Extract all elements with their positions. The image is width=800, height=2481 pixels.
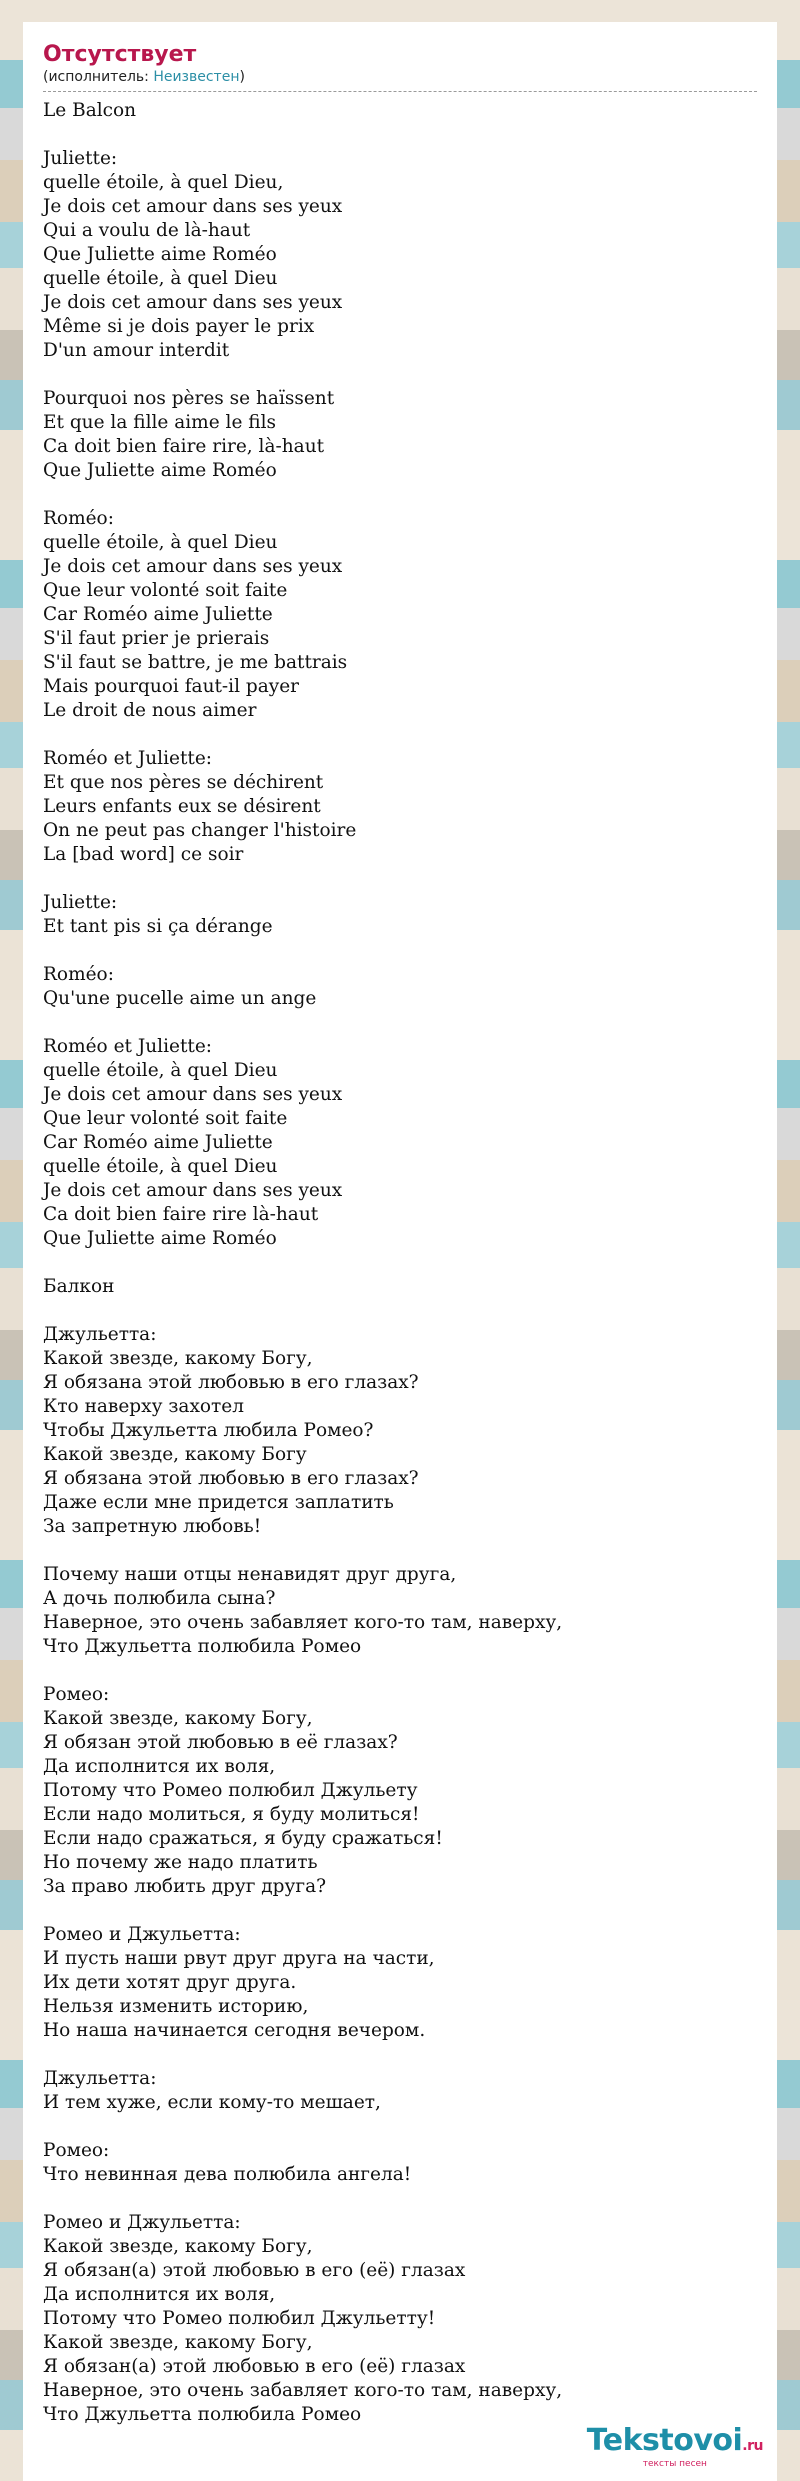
lyric-line: quelle étoile, à quel Dieu xyxy=(43,268,278,289)
lyric-line: Le droit de nous aimer xyxy=(43,700,257,721)
lyric-line: Qu'une pucelle aime un ange xyxy=(43,988,317,1009)
lyric-line: Ромео и Джульетта: xyxy=(43,2212,241,2233)
artist-suffix: ) xyxy=(239,69,245,85)
lyric-line: Qui a voulu de là-haut xyxy=(43,220,251,241)
lyric-line: Джульетта: xyxy=(43,1324,157,1345)
lyric-line: А дочь полюбила сына? xyxy=(43,1588,276,1609)
artist-prefix: (исполнитель: xyxy=(43,69,154,85)
lyric-line xyxy=(43,939,757,963)
lyric-line: Что невинная дева полюбила ангела! xyxy=(43,2164,412,2185)
lyric-line: Je dois cet amour dans ses yeux xyxy=(43,556,343,577)
lyric-line: Я обязана этой любовью в его глазах? xyxy=(43,1372,419,1393)
lyric-line: Que Juliette aime Roméo xyxy=(43,460,277,481)
lyric-line xyxy=(43,2187,757,2211)
lyric-line: Que leur volonté soit faite xyxy=(43,1108,288,1129)
lyric-line xyxy=(43,2043,757,2067)
lyric-line: La [bad word] ce soir xyxy=(43,844,244,865)
lyric-line: Que Juliette aime Roméo xyxy=(43,244,277,265)
lyric-line: S'il faut se battre, je me battrais xyxy=(43,652,348,673)
lyric-line: Потому что Ромео полюбил Джульету xyxy=(43,1780,418,1801)
lyric-line: Le Balcon xyxy=(43,100,137,121)
lyric-line: Даже если мне придется заплатить xyxy=(43,1492,394,1513)
lyric-line: Que Juliette aime Roméo xyxy=(43,1228,277,1249)
lyric-line: Ромео: xyxy=(43,1684,110,1705)
lyric-line: Car Roméo aime Juliette xyxy=(43,1132,273,1153)
lyric-line: Если надо молиться, я буду молиться! xyxy=(43,1804,420,1825)
lyric-line: Я обязан(а) этой любовью в его (её) глазах xyxy=(43,2260,466,2281)
lyric-line: Mais pourquoi faut-il payer xyxy=(43,676,300,697)
lyric-line: Roméo et Juliette: xyxy=(43,748,213,769)
lyric-line: Juliette: xyxy=(43,892,118,913)
lyric-line: Что Джульетта полюбила Ромео xyxy=(43,1636,362,1657)
lyric-line: Juliette: xyxy=(43,148,118,169)
lyric-line: Roméo: xyxy=(43,964,114,985)
lyric-line: Какой звезде, какому Богу, xyxy=(43,1348,313,1369)
lyric-line: Ромео: xyxy=(43,2140,110,2161)
lyric-line: Но наша начинается сегодня вечером. xyxy=(43,2020,426,2041)
lyric-line: Leurs enfants eux se désirent xyxy=(43,796,321,817)
lyric-line: Je dois cet amour dans ses yeux xyxy=(43,196,343,217)
lyric-line: Car Roméo aime Juliette xyxy=(43,604,273,625)
lyric-line xyxy=(43,363,757,387)
lyrics-text xyxy=(43,99,757,2427)
lyric-line: Какой звезде, какому Богу, xyxy=(43,2332,313,2353)
lyric-line: Да исполнится их воля, xyxy=(43,2284,276,2305)
lyric-line: quelle étoile, à quel Dieu xyxy=(43,1156,278,1177)
lyric-line: Какой звезде, какому Богу xyxy=(43,1444,307,1465)
artist-link[interactable]: Неизвестен xyxy=(153,69,240,85)
lyric-line: Je dois cet amour dans ses yeux xyxy=(43,292,343,313)
lyric-line: Джульетта: xyxy=(43,2068,157,2089)
lyric-line: Même si je dois payer le prix xyxy=(43,316,315,337)
lyric-line: Я обязана этой любовью в его глазах? xyxy=(43,1468,419,1489)
lyric-line: quelle étoile, à quel Dieu, xyxy=(43,172,284,193)
lyric-line xyxy=(43,2115,757,2139)
lyric-line: Ca doit bien faire rire, là-haut xyxy=(43,436,325,457)
lyric-line: Я обязан(а) этой любовью в его (её) глазах xyxy=(43,2356,466,2377)
lyrics-card xyxy=(23,22,777,2481)
lyric-line: Балкон xyxy=(43,1276,115,1297)
lyric-line: Que leur volonté soit faite xyxy=(43,580,288,601)
lyric-line: Чтобы Джульетта любила Ромео? xyxy=(43,1420,374,1441)
lyric-line: Et tant pis si ça dérange xyxy=(43,916,273,937)
lyric-line xyxy=(43,1011,757,1035)
lyric-line: S'il faut prier je prierais xyxy=(43,628,270,649)
lyric-line: Et que nos pères se déchirent xyxy=(43,772,324,793)
lyric-line: За право любить друг друга? xyxy=(43,1876,327,1897)
lyric-line: Потому что Ромео полюбил Джульетту! xyxy=(43,2308,436,2329)
lyric-line: On ne peut pas changer l'histoire xyxy=(43,820,357,841)
lyric-line: Je dois cet amour dans ses yeux xyxy=(43,1180,343,1201)
logo-tagline: тексты песен xyxy=(642,2459,707,2469)
lyric-line xyxy=(43,723,757,747)
lyric-line: Но почему же надо платить xyxy=(43,1852,318,1873)
lyric-line: Какой звезде, какому Богу, xyxy=(43,2236,313,2257)
lyric-line xyxy=(43,1659,757,1683)
logo-tld: .ru xyxy=(742,2438,763,2454)
lyric-line xyxy=(43,123,757,147)
lyric-line: Наверное, это очень забавляет кого-то там, наверху, xyxy=(43,2380,563,2401)
lyric-line: За запретную любовь! xyxy=(43,1516,262,1537)
lyric-line: Roméo et Juliette: xyxy=(43,1036,213,1057)
lyric-line xyxy=(43,483,757,507)
lyric-line: Et que la fille aime le fils xyxy=(43,412,277,433)
site-logo[interactable] xyxy=(587,2425,763,2469)
logo-name: Tekstovoi xyxy=(586,2423,743,2458)
lyric-line: Если надо сражаться, я буду сражаться! xyxy=(43,1828,443,1849)
lyric-line xyxy=(43,1539,757,1563)
lyric-line: Je dois cet amour dans ses yeux xyxy=(43,1084,343,1105)
lyric-line: Roméo: xyxy=(43,508,114,529)
lyric-line: D'un amour interdit xyxy=(43,340,230,361)
lyric-line xyxy=(43,867,757,891)
lyric-line: Их дети хотят друг друга. xyxy=(43,1972,297,1993)
lyric-line: И пусть наши рвут друг друга на части, xyxy=(43,1948,435,1969)
lyric-line: Нельзя изменить историю, xyxy=(43,1996,309,2017)
lyric-line: Ca doit bien faire rire là-haut xyxy=(43,1204,319,1225)
lyric-line: quelle étoile, à quel Dieu xyxy=(43,1060,278,1081)
lyric-line: Что Джульетта полюбила Ромео xyxy=(43,2404,362,2425)
artist-line xyxy=(43,68,757,92)
lyric-line xyxy=(43,1899,757,1923)
lyric-line: quelle étoile, à quel Dieu xyxy=(43,532,278,553)
lyric-line: Какой звезде, какому Богу, xyxy=(43,1708,313,1729)
lyric-line: Я обязан этой любовью в её глазах? xyxy=(43,1732,398,1753)
lyric-line: Почему наши отцы ненавидят друг друга, xyxy=(43,1564,457,1585)
lyric-line: И тем хуже, если кому-то мешает, xyxy=(43,2092,381,2113)
lyric-line xyxy=(43,1251,757,1275)
lyric-line: Кто наверху захотел xyxy=(43,1396,244,1417)
lyric-line xyxy=(43,1299,757,1323)
lyric-line: Наверное, это очень забавляет кого-то там, наверху, xyxy=(43,1612,563,1633)
lyric-line: Ромео и Джульетта: xyxy=(43,1924,241,1945)
lyric-line: Pourquoi nos pères se haïssent xyxy=(43,388,335,409)
lyric-line: Да исполнится их воля, xyxy=(43,1756,276,1777)
song-title: Отсутствует xyxy=(43,42,197,67)
